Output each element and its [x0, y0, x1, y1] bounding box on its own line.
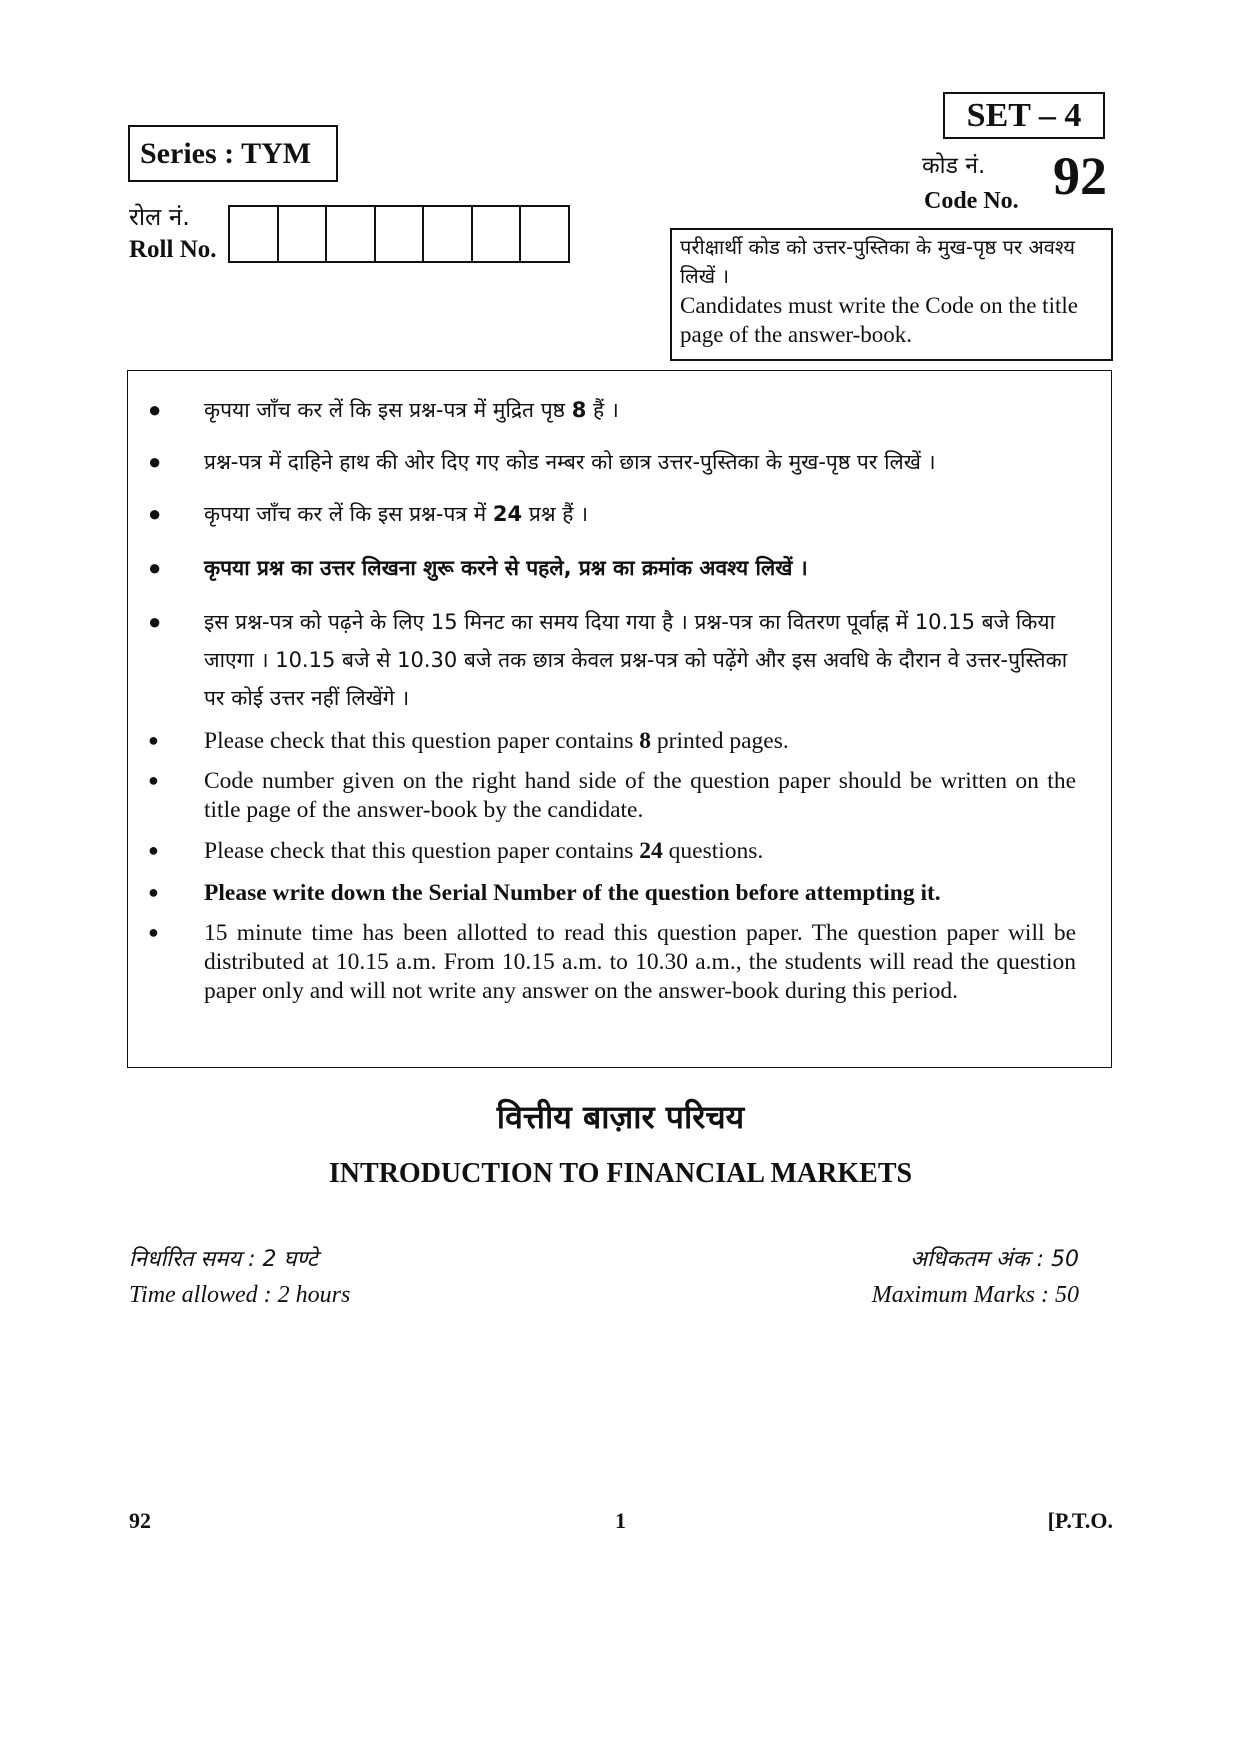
roll-label-hindi: रोल नं. [129, 203, 190, 231]
roll-cell[interactable] [279, 207, 328, 261]
footer-code: 92 [129, 1508, 151, 1533]
bullet-icon: ● [148, 609, 162, 634]
bullet-icon: ● [148, 555, 162, 580]
code-label-english: Code No. [924, 188, 1019, 214]
maximum-marks-english: Maximum Marks : 50 [871, 1282, 1079, 1308]
series-label: Series : TYM [128, 125, 338, 182]
code-label-hindi: कोड नं. [922, 153, 986, 179]
bullet-icon: ● [148, 730, 159, 750]
maximum-marks-hindi: अधिकतम अंक : 50 [910, 1247, 1079, 1272]
bullet-icon: ● [148, 397, 162, 422]
bullet-icon: ● [148, 501, 162, 526]
set-label: SET – 4 [943, 92, 1105, 139]
bullet-icon: ● [148, 840, 159, 860]
time-allowed-english: Time allowed : 2 hours [129, 1282, 351, 1308]
code-note-hindi: परीक्षार्थी कोड को उत्तर-पुस्तिका के मुख-पृष्ठ पर अवश्य लिखें । [680, 235, 1075, 288]
roll-cell[interactable] [230, 207, 279, 261]
please-turn-over: [P.T.O. [1047, 1508, 1113, 1533]
bullet-icon: ● [148, 882, 159, 902]
code-note-english: Candidates must write the Code on the title page of the answer-book. [680, 293, 1078, 347]
time-allowed-hindi: निर्धारित समय : 2 घण्टे [129, 1247, 318, 1272]
subject-title-english: INTRODUCTION TO FINANCIAL MARKETS [328, 1158, 913, 1189]
roll-cell[interactable] [521, 207, 568, 261]
bullet-icon: ● [148, 449, 162, 474]
subject-title-hindi: वित्तीय बाज़ार परिचय [496, 1098, 745, 1136]
roll-cell[interactable] [327, 207, 376, 261]
code-instruction-box [670, 228, 1113, 361]
roll-label-english: Roll No. [129, 236, 217, 263]
page-number: 1 [615, 1508, 626, 1533]
code-number: 92 [1053, 146, 1107, 206]
roll-cell[interactable] [473, 207, 522, 261]
roll-number-grid[interactable] [228, 205, 570, 263]
roll-cell[interactable] [376, 207, 425, 261]
roll-cell[interactable] [424, 207, 473, 261]
bullet-icon: ● [148, 922, 159, 942]
bullet-icon: ● [148, 770, 159, 790]
instructions-box: ● कृपया जाँच कर लें कि इस प्रश्न-पत्र में मुद्रित पृष्ठ 8 हैं । ● प्रश्न-पत्र में दाहिने हाथ की ओर दिए गए कोड नम्बर को छात्र उत्तर-पुस्तिका के मुख-पृष्ठ पर लिखें । ● कृपया जाँच कर लें कि इस प्रश्न-पत्र में 24 प्रश्न हैं । ● कृपया प्रश्न का उत्तर लिखना शुरू करने से पहले, प्रश्न का क्रमांक अवश्य लिखें । ● इस प्रश्न-पत्र को पढ़ने के लिए 15 मिनट का समय दिया गया है । प्रश्न-पत्र का वितरण पूर्वाह्न में 10.15 बजे किया जाएगा । 10.15 बजे से 10.30 बजे तक छात्र केवल प्रश्न-पत्र को पढ़ेंगे और इस अवधि के दौरान वे उत्तर-पुस्तिका पर कोई उत्तर नहीं लिखेंगे । ● Please check that this question paper contains 8 printed pages. ● Code number given on the right hand side of the question paper should be written on the title page of the answer-book by the candidate. ● Please check that this question paper contains 24 questions. ● Please write down the Serial Number of the question before attempting it. ● 15 minute time has been allotted to read this question paper. The question paper will be distributed at 10.15 a.m. From 10.15 a.m. to 10.30 a.m., the students will read the question paper only and will not write any answer on the answer-book during this period. [127, 370, 1112, 1068]
